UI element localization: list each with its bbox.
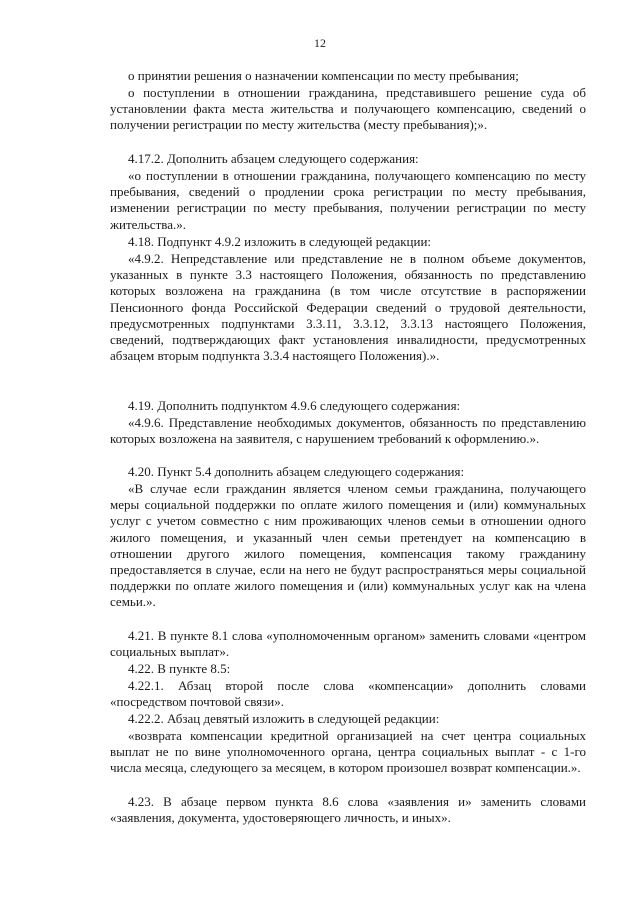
paragraph-5: 4.18. Подпункт 4.9.2 изложить в следующей редакции:: [128, 234, 432, 249]
page-number: 12: [314, 36, 326, 50]
paragraph-4: «о поступлении в отношении гражданина, получающего компенсацию по месту пребывания, сведений о продлении срока регистрации по месту пребывания, изменении регистрации по месту пребывания, получении регистрации по месту жительства.».: [110, 168, 586, 232]
paragraph-2: о поступлении в отношении гражданина, представившего решение суда об установлении факта места жительства и получающего компенсацию, сведений о получении регистрации по месту жительства (месту пребывания);».: [110, 85, 586, 133]
paragraph-6: «4.9.2. Непредставление или представление не в полном объеме документов, указанных в пункте 3.3 настоящего Положения, обязанность по представлению которых возложена на гражданина (в том числе отсутствие в распоряжении Пенсионного фонда Российской Федерации сведений о трудовой деятельности, предусмотренных подпунктами 3.3.11, 3.3.12, 3.3.13 настоящего Положения, сведений, подтверждающих факт установления инвалидности, предусмотренных абзацем вторым подпункта 3.3.4 настоящего Положения).».: [110, 251, 586, 364]
paragraph-10: «В случае если гражданин является членом семьи гражданина, получающего меры социальной поддержки по оплате жилого помещения и (или) коммунальных услуг с учетом совместно с ним проживающих членов семьи в отношении одного жилого помещения, и указанный член семьи претендует на компенсацию в отношении другого жилого помещения, компенсация такому гражданину предоставляется в случае, если на него не будут распространяться меры социальной поддержки по оплате жилого помещения и (или) коммунальных услуг как на члена семьи.».: [110, 481, 586, 610]
paragraph-7: 4.19. Дополнить подпунктом 4.9.6 следующего содержания:: [128, 398, 461, 413]
paragraph-14: 4.22.2. Абзац девятый изложить в следующей редакции:: [128, 711, 440, 726]
paragraph-11: 4.21. В пункте 8.1 слова «уполномоченным органом» заменить словами «центром социальных выплат».: [110, 628, 586, 660]
paragraph-16: 4.23. В абзаце первом пункта 8.6 слова «заявления и» заменить словами «заявления, документа, удостоверяющего личность, и иных».: [110, 794, 586, 826]
paragraph-15: «возврата компенсации кредитной организацией на счет центра социальных выплат не по вине уполномоченного органа, центра социальных выплат - с 1-го числа месяца, следующего за месяцем, в котором произошел возврат компенсации.».: [110, 728, 586, 776]
paragraph-1: о принятии решения о назначении компенсации по месту пребывания;: [128, 68, 519, 83]
paragraph-8: «4.9.6. Представление необходимых документов, обязанность по представлению которых возложена на заявителя, с нарушением требований к оформлению.».: [110, 415, 586, 447]
paragraph-9: 4.20. Пункт 5.4 дополнить абзацем следующего содержания:: [128, 464, 465, 479]
paragraph-12: 4.22. В пункте 8.5:: [128, 661, 231, 676]
paragraph-3: 4.17.2. Дополнить абзацем следующего содержания:: [128, 151, 419, 166]
paragraph-13: 4.22.1. Абзац второй после слова «компенсации» дополнить словами «посредством почтовой связи».: [110, 678, 586, 710]
